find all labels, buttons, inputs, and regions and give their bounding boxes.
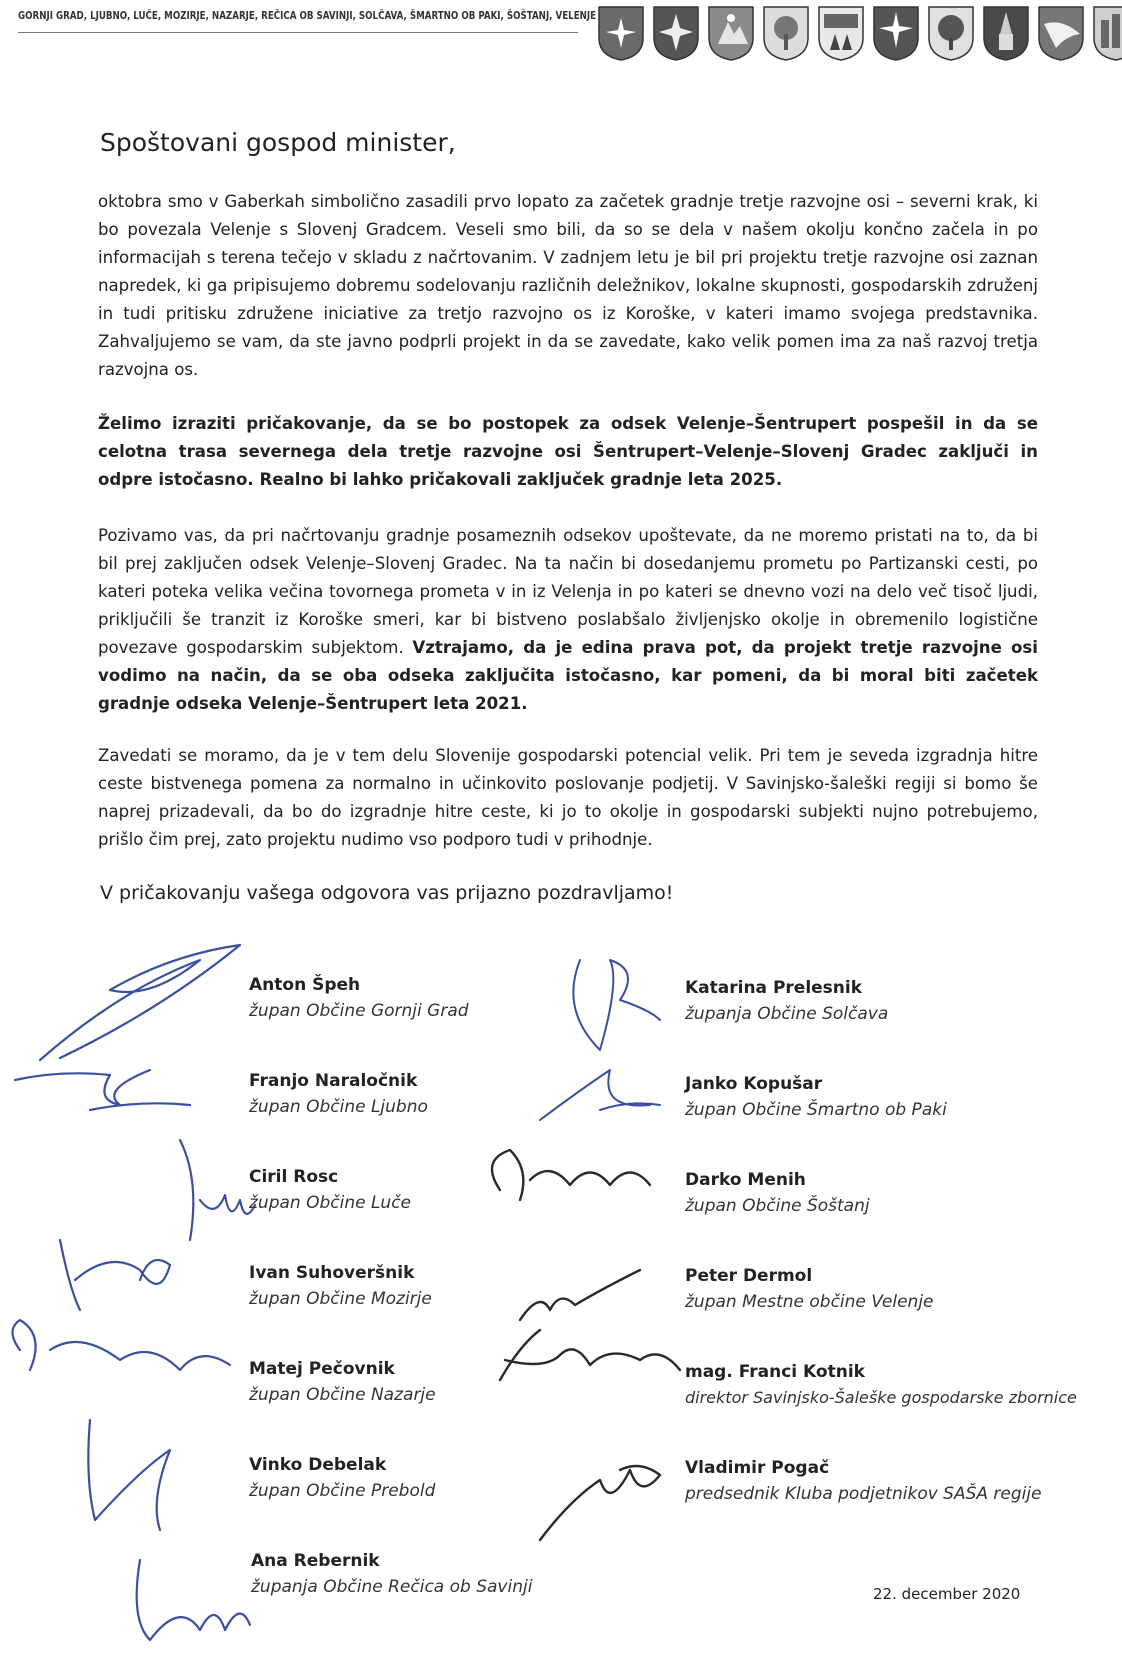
signature-naralocnik [15, 1070, 190, 1110]
signature-speh [40, 945, 240, 1060]
header-municipalities: GORNJI GRAD, LJUBNO, LUČE, MOZIRJE, NAZARJE, REČICA OB SAVINJI, SOLČAVA, ŠMARTNO OB PAKI, ŠOŠTANJ, VELENJE [18, 10, 597, 22]
signature-suhoversnik [60, 1240, 170, 1310]
municipality-crests [596, 4, 1122, 62]
signatory-right-5 [685, 1362, 1077, 1407]
salutation: Spoštovani gospod minister, [100, 128, 456, 157]
signatory-name: Franjo Naraločnik [249, 1071, 418, 1091]
crest-gornji-grad-icon [596, 4, 646, 62]
signatory-name: Darko Menih [685, 1170, 806, 1190]
signatory-role: županja Občine Solčava [685, 1004, 889, 1024]
signatory-name: Vladimir Pogač [685, 1458, 830, 1478]
signatory-role: predsednik Kluba podjetnikov SAŠA regije [685, 1484, 1042, 1504]
signatory-role: župan Občine Gornji Grad [249, 1001, 469, 1021]
signatory-role: župan Občine Šmartno ob Paki [685, 1100, 947, 1120]
signatory-name: Anton Špeh [249, 975, 361, 995]
paragraph-2-bold: Želimo izraziti pričakovanje, da se bo postopek za odsek Velenje–Šentrupert pospešil in da se celotna trasa severnega dela tretje razvojne osi Šentrupert–Velenje–Slovenj Gradec zaključi in odpre istočasno. Realno bi lahko pričakovali zaključek gradnje leta 2025. [98, 414, 1038, 489]
paragraph-1: oktobra smo v Gaberkah simbolično zasadili prvo lopato za začetek gradnje tretje razvojne osi – severni krak, ki bo povezala Velenje s Slovenj Gradcem. Veseli smo bili, da so se dela v našem okolju končno začela in po informacijah s terena tečejo v skladu z načrtovanim. V zadnjem letu je bil pri projektu tretje razvojne osi zaznan napredek, ki ga pripisujemo dobremu sodelovanju različnih deležnikov, lokalne skupnosti, gospodarskih združenj in tudi pritisku združene iniciative za tretjo razvojno os iz Koroške, v kateri imamo svojega predstavnika. Zahvaljujemo se vam, da ste javno podprli projekt in da se zavedate, kako velik pomen ima za naš razvoj tretja razvojna os. [98, 192, 1038, 379]
closing-line: V pričakovanju vašega odgovora vas prijazno pozdravljamo! [100, 882, 674, 904]
signatory-right-1 [685, 978, 888, 1024]
signature-dermol [520, 1270, 640, 1320]
signatory-left-4 [249, 1263, 432, 1309]
handwritten-signatures [0, 930, 1122, 1668]
signatory-role: župan Občine Mozirje [249, 1289, 432, 1309]
signature-debelak [88, 1420, 170, 1530]
signatory-role: županja Občine Rečica ob Savinji [251, 1577, 533, 1597]
signatory-left-7 [251, 1551, 532, 1597]
signature-menih [492, 1150, 650, 1200]
signatory-role: župan Občine Nazarje [249, 1385, 436, 1405]
paragraph-3-emphasis: Vztrajamo, da je edina prava pot, da projekt tretje razvojne osi vodimo na način, da se oba odseka zaključita istočasno, kar pomeni, da bi moral biti začetek gradnje odseka Velenje–Šentrupert leta 2021. [98, 638, 1038, 713]
signatory-name: Peter Dermol [685, 1266, 813, 1286]
crest-sostanj-icon [1036, 4, 1086, 62]
signatory-role: župan Občine Luče [249, 1193, 412, 1213]
signatory-name: Katarina Prelesnik [685, 978, 863, 998]
signatory-name: Vinko Debelak [249, 1455, 387, 1475]
signatory-right-4 [685, 1266, 934, 1312]
signature-pogac [540, 1466, 660, 1540]
signatory-name: Ana Rebernik [251, 1551, 380, 1571]
signatory-name: Matej Pečovnik [249, 1359, 395, 1379]
crest-smartno-icon [981, 4, 1031, 62]
crest-nazarje-icon [816, 4, 866, 62]
signature-pecovnik [13, 1320, 231, 1370]
signatory-name: mag. Franci Kotnik [685, 1362, 865, 1382]
signature-kopusar [540, 1070, 660, 1120]
signatory-name: Ciril Rosc [249, 1167, 339, 1187]
signatory-left-5 [249, 1359, 436, 1405]
signatory-right-2 [685, 1074, 947, 1120]
signatory-left-6 [249, 1455, 435, 1501]
header-rule [18, 32, 578, 33]
signatory-role: župan Mestne občine Velenje [685, 1292, 934, 1312]
crest-mozirje-icon [761, 4, 811, 62]
signatory-right-3 [685, 1170, 870, 1216]
signatory-role: župan Občine Prebold [249, 1481, 436, 1501]
crest-luce-icon [706, 4, 756, 62]
signatory-left-1 [249, 975, 469, 1021]
signatory-right-6 [685, 1458, 1042, 1504]
signatory-left-3 [249, 1167, 411, 1213]
signatory-role: župan Občine Šoštanj [685, 1196, 870, 1216]
crest-ljubno-icon [651, 4, 701, 62]
signatory-name: Ivan Suhoveršnik [249, 1263, 415, 1283]
signatory-left-2 [249, 1071, 428, 1117]
crest-recica-icon [871, 4, 921, 62]
paragraph-3 [98, 522, 1038, 718]
signatory-role: direktor Savinjsko-Šaleške gospodarske zbornice [685, 1388, 1077, 1407]
paragraph-3-text: Pozivamo vas, da pri načrtovanju gradnje posameznih odsekov upoštevate, da ne moremo pristati na to, da bi bil prej zaključen odsek Velenje–Slovenj Gradec. Na ta način bi dosedanjemu prometu po Partizanski cesti, po kateri poteka velika večina tovornega prometa v in iz Velenja in po kateri se dnevno vozi na delo več tisoč ljudi, priključili še tranzit iz Koroške smeri, kar bi bistveno poslabšalo življenjsko okolje in obremenilo logistične povezave gospodarskim subjektom. [98, 526, 1038, 657]
signatory-role: župan Občine Ljubno [249, 1097, 428, 1117]
letter-date: 22. december 2020 [873, 1585, 1021, 1603]
signatory-name: Janko Kopušar [685, 1074, 823, 1094]
signature-rosc [180, 1140, 255, 1240]
signature-rebernik [137, 1560, 250, 1640]
paragraph-4: Zavedati se moramo, da je v tem delu Slovenije gospodarski potencial velik. Pri tem je seveda izgradnja hitre ceste bistvenega pomena za normalno in učinkovito poslovanje podjetij. V Savinjsko-šaleški regiji si bomo še naprej prizadevali, da bo do izgradnje hitre ceste, ki jo to okolje in gospodarski subjekti nujno potrebujemo, prišlo čim prej, zato projektu nudimo vso podporo tudi v prihodnje. [98, 746, 1038, 849]
signature-kotnik [500, 1330, 680, 1380]
crest-solcava-icon [926, 4, 976, 62]
signature-prelesnik [573, 960, 660, 1050]
crest-velenje-icon [1091, 4, 1122, 62]
